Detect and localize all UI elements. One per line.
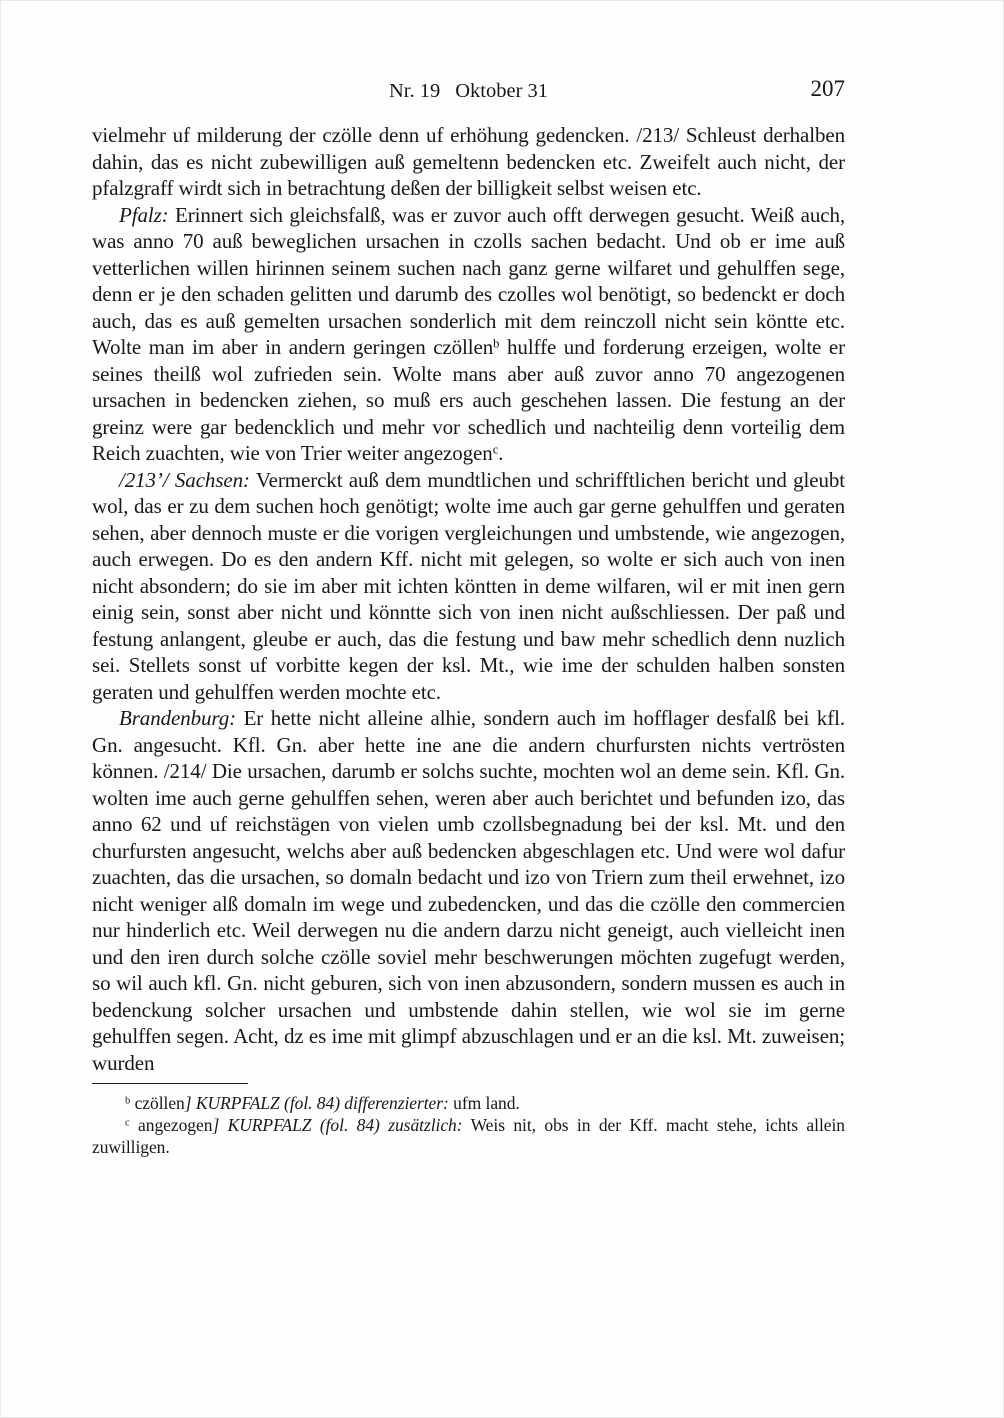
running-header: [92, 76, 845, 102]
footnote-source: ] KURPFALZ (fol. 84) differenzierter:: [184, 1093, 449, 1113]
text-segment: Vermerckt auß dem mundtlichen und schrifftlichen bericht und gleubt wol, das er zu dem suchen hoch genötigt; wolte ime auch gar gerne gehulffen und geraten sehen, aber dennoch muste er die vorigen vergleichungen und umbstende, wie angezogen, auch erwegen. Do es den andern Kff. nicht mit gelegen, so wolte er sich auch von inen nicht absondern; do sie im aber mit ichten köntten in deme wilfaren, wil er mit inen gern einig sein, sonst aber nicht und könntte sich von inen nicht außschliessen. Der paß und festung anlangent, gleube er auch, das die festung und baw mehr schedlich denn nuzlich sei. Stellets sonst uf vorbitte kegen der ksl. Mt., wie ime der schulden halben sonsten geraten und gehulffen werden mochte etc.: [92, 467, 845, 704]
brandenburg-paragraph: [92, 705, 845, 1076]
page-number: 207: [810, 76, 845, 101]
footnote-marker-b: b: [125, 1095, 131, 1107]
footnote-lemma: angezogen: [129, 1115, 213, 1135]
text-segment: hulffe und forderung erzeigen, wolte er seines theilß wol zufrieden sein. Wolte mans aber auß zuvor anno 70 angezogenen ursachen in bedencken ziehen, so muß ers auch geschehen lassen. Die festung an der greinz were gar bedencklich und mehr vor schedlich und nachteilig denn vorteilig dem Reich zuachten, wie von Trier weiter angezogen: [92, 335, 845, 465]
main-text: [92, 122, 845, 1076]
document-date: Oktober 31: [455, 80, 549, 102]
text-segment: Erinnert sich gleichsfalß, was er zuvor auch offt derwegen gesucht. Weiß auch, was anno 70 auß beweglichen ursachen in czolls sachen bedacht. Und ob er ime auß vetterlichen willen hirinnen seinem suchen nach ganz gerne wilfaret und gehulffen sege, denn er je den schaden gelitten und darumb des czolles wol benötigt, so bedenckt er doch auch, das es auß gemelten ursachen sonderlich mit dem reinczoll nicht sein köntte etc. Wolte man im aber in andern geringen czöllen: [92, 202, 845, 359]
pfalz-paragraph: [92, 202, 845, 467]
text-block: [92, 0, 845, 1158]
footnote-reading: ufm land.: [448, 1093, 520, 1113]
footnote-marker-c: c: [125, 1117, 130, 1129]
running-head-title: [92, 80, 845, 102]
speaker-label-pfalz: Pfalz:: [119, 202, 169, 227]
footnote-block: [92, 1083, 845, 1158]
footnote-c: [92, 1114, 845, 1158]
text-segment: .: [498, 441, 504, 465]
footnote-ref-b: b: [493, 336, 500, 351]
footnote-b: [92, 1092, 845, 1114]
text-segment: vielmehr uf milderung der czölle denn uf erhöhung gedencken. /213/ Schleust derhalben dahin, das es nicht zubewilligen auß gemeltenn bedencken etc. Zweifelt auch nicht, der pfalzgraff wirdt sich in betrachtung deßen der billigkeit selbst weisen etc.: [92, 123, 845, 200]
footnote-source: ] KURPFALZ (fol. 84) zusätzlich:: [212, 1115, 463, 1135]
text-segment: Er hette nicht alleine alhie, sondern auch im hofflager desfalß bei kfl. Gn. angesucht. Kfl. Gn. aber hette ine ane die andern churfursten nichts vertrösten können. /214/ Die ursachen, darumb er solchs suchte, mochten wol an deme sein. Kfl. Gn. wolten ime auch gerne gehulffen sehen, weren aber auch berichtet und befunden izo, das anno 62 und uf reichstägen von vielen umb czollsbegnadung bei der ksl. Mt. und den churfursten angesucht, welchs aber auß bedencken abgeschlagen etc. Und were wol dafur zuachten, das die ursachen, so domaln bedacht und izo von Triern zum theil erwehnet, izo nicht weniger alß domaln im wege und zubedencken, und das die czölle den commercien nur hinderlich etc. Weil derwegen nu die andern darzu nicht geneigt, auch vielleicht inen und den iren durch solche czölle soviel mehr beschwerungen möchten zugefugt werden, so wil auch kfl. Gn. nicht geburen, sich von inen abzusondern, sondern mussen es auch in bedenckung solcher ursachen und umbstende dahin stellen, wie wol sie im gerne gehulffen segen. Acht, dz es ime mit glimpf abzuschlagen und er an die ksl. Mt. zuweisen; wurden: [92, 706, 845, 1075]
footnote-lemma: czöllen: [130, 1093, 185, 1113]
sachsen-paragraph: [92, 467, 845, 706]
speaker-label-brandenburg: Brandenburg:: [119, 706, 237, 730]
footnote-reading: Weis nit, obs in der Kff. macht stehe, ichts allein zuwilligen.: [92, 1115, 845, 1157]
speaker-label-sachsen: /213’/ Sachsen:: [119, 467, 250, 492]
footnote-ref-c: c: [492, 442, 499, 457]
continuation-paragraph: [92, 122, 845, 202]
document-number: Nr. 19: [388, 80, 441, 102]
footnote-rule: [92, 1083, 248, 1084]
